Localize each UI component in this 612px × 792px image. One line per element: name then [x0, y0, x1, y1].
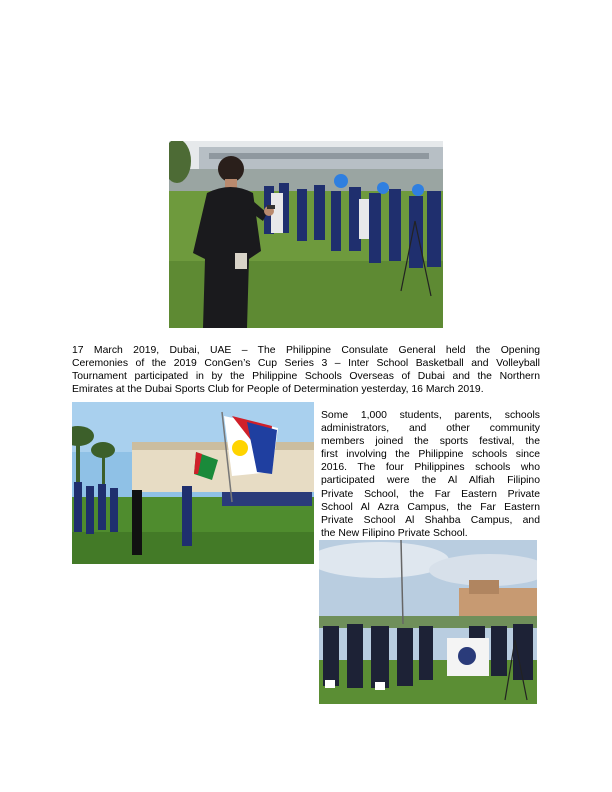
- paragraph-2-line: the New Filipino Private School.: [321, 527, 468, 539]
- article-paragraph-2: [321, 409, 540, 540]
- paragraph-2-line: members joined the sports festival, the: [321, 436, 540, 448]
- article-paragraph-1: [72, 344, 540, 396]
- paragraph-2-line: participated were the Al Alfiah Filipino: [321, 475, 540, 487]
- paragraph-2-line: administrators, and other community: [321, 423, 540, 435]
- photo-players-with-banner: [319, 540, 537, 704]
- paragraph-2-line: 2016. The four Philippines schools who: [321, 462, 540, 474]
- paragraph-2-line: first involving the Philippine schools since: [321, 449, 540, 461]
- paragraph-1-line: Emirates at the Dubai Sports Club for People of Determination yesterday, 16 March 2019.: [72, 384, 484, 396]
- photo-flag-bearers: [72, 402, 314, 564]
- paragraph-2-line: Private School Al Shahba Campus, and: [321, 514, 540, 526]
- photo-speaker-with-microphone: [169, 141, 443, 328]
- paragraph-1-line: Ceremonies of the 2019 ConGen’s Cup Series 3 – Inter School Basketball and Volleyball: [72, 358, 540, 370]
- paragraph-2-line: School Al Azra Campus, the Far Eastern: [321, 501, 540, 513]
- paragraph-1-line: 17 March 2019, Dubai, UAE – The Philippine Consulate General held the Opening: [72, 345, 540, 356]
- paragraph-2-line: Private School, the Far Eastern Private: [321, 488, 540, 500]
- paragraph-2-line: Some 1,000 students, parents, schools: [321, 410, 540, 421]
- paragraph-1-line: Tournament participated in by the Philippine Schools Overseas of Dubai and the Northern: [72, 371, 540, 383]
